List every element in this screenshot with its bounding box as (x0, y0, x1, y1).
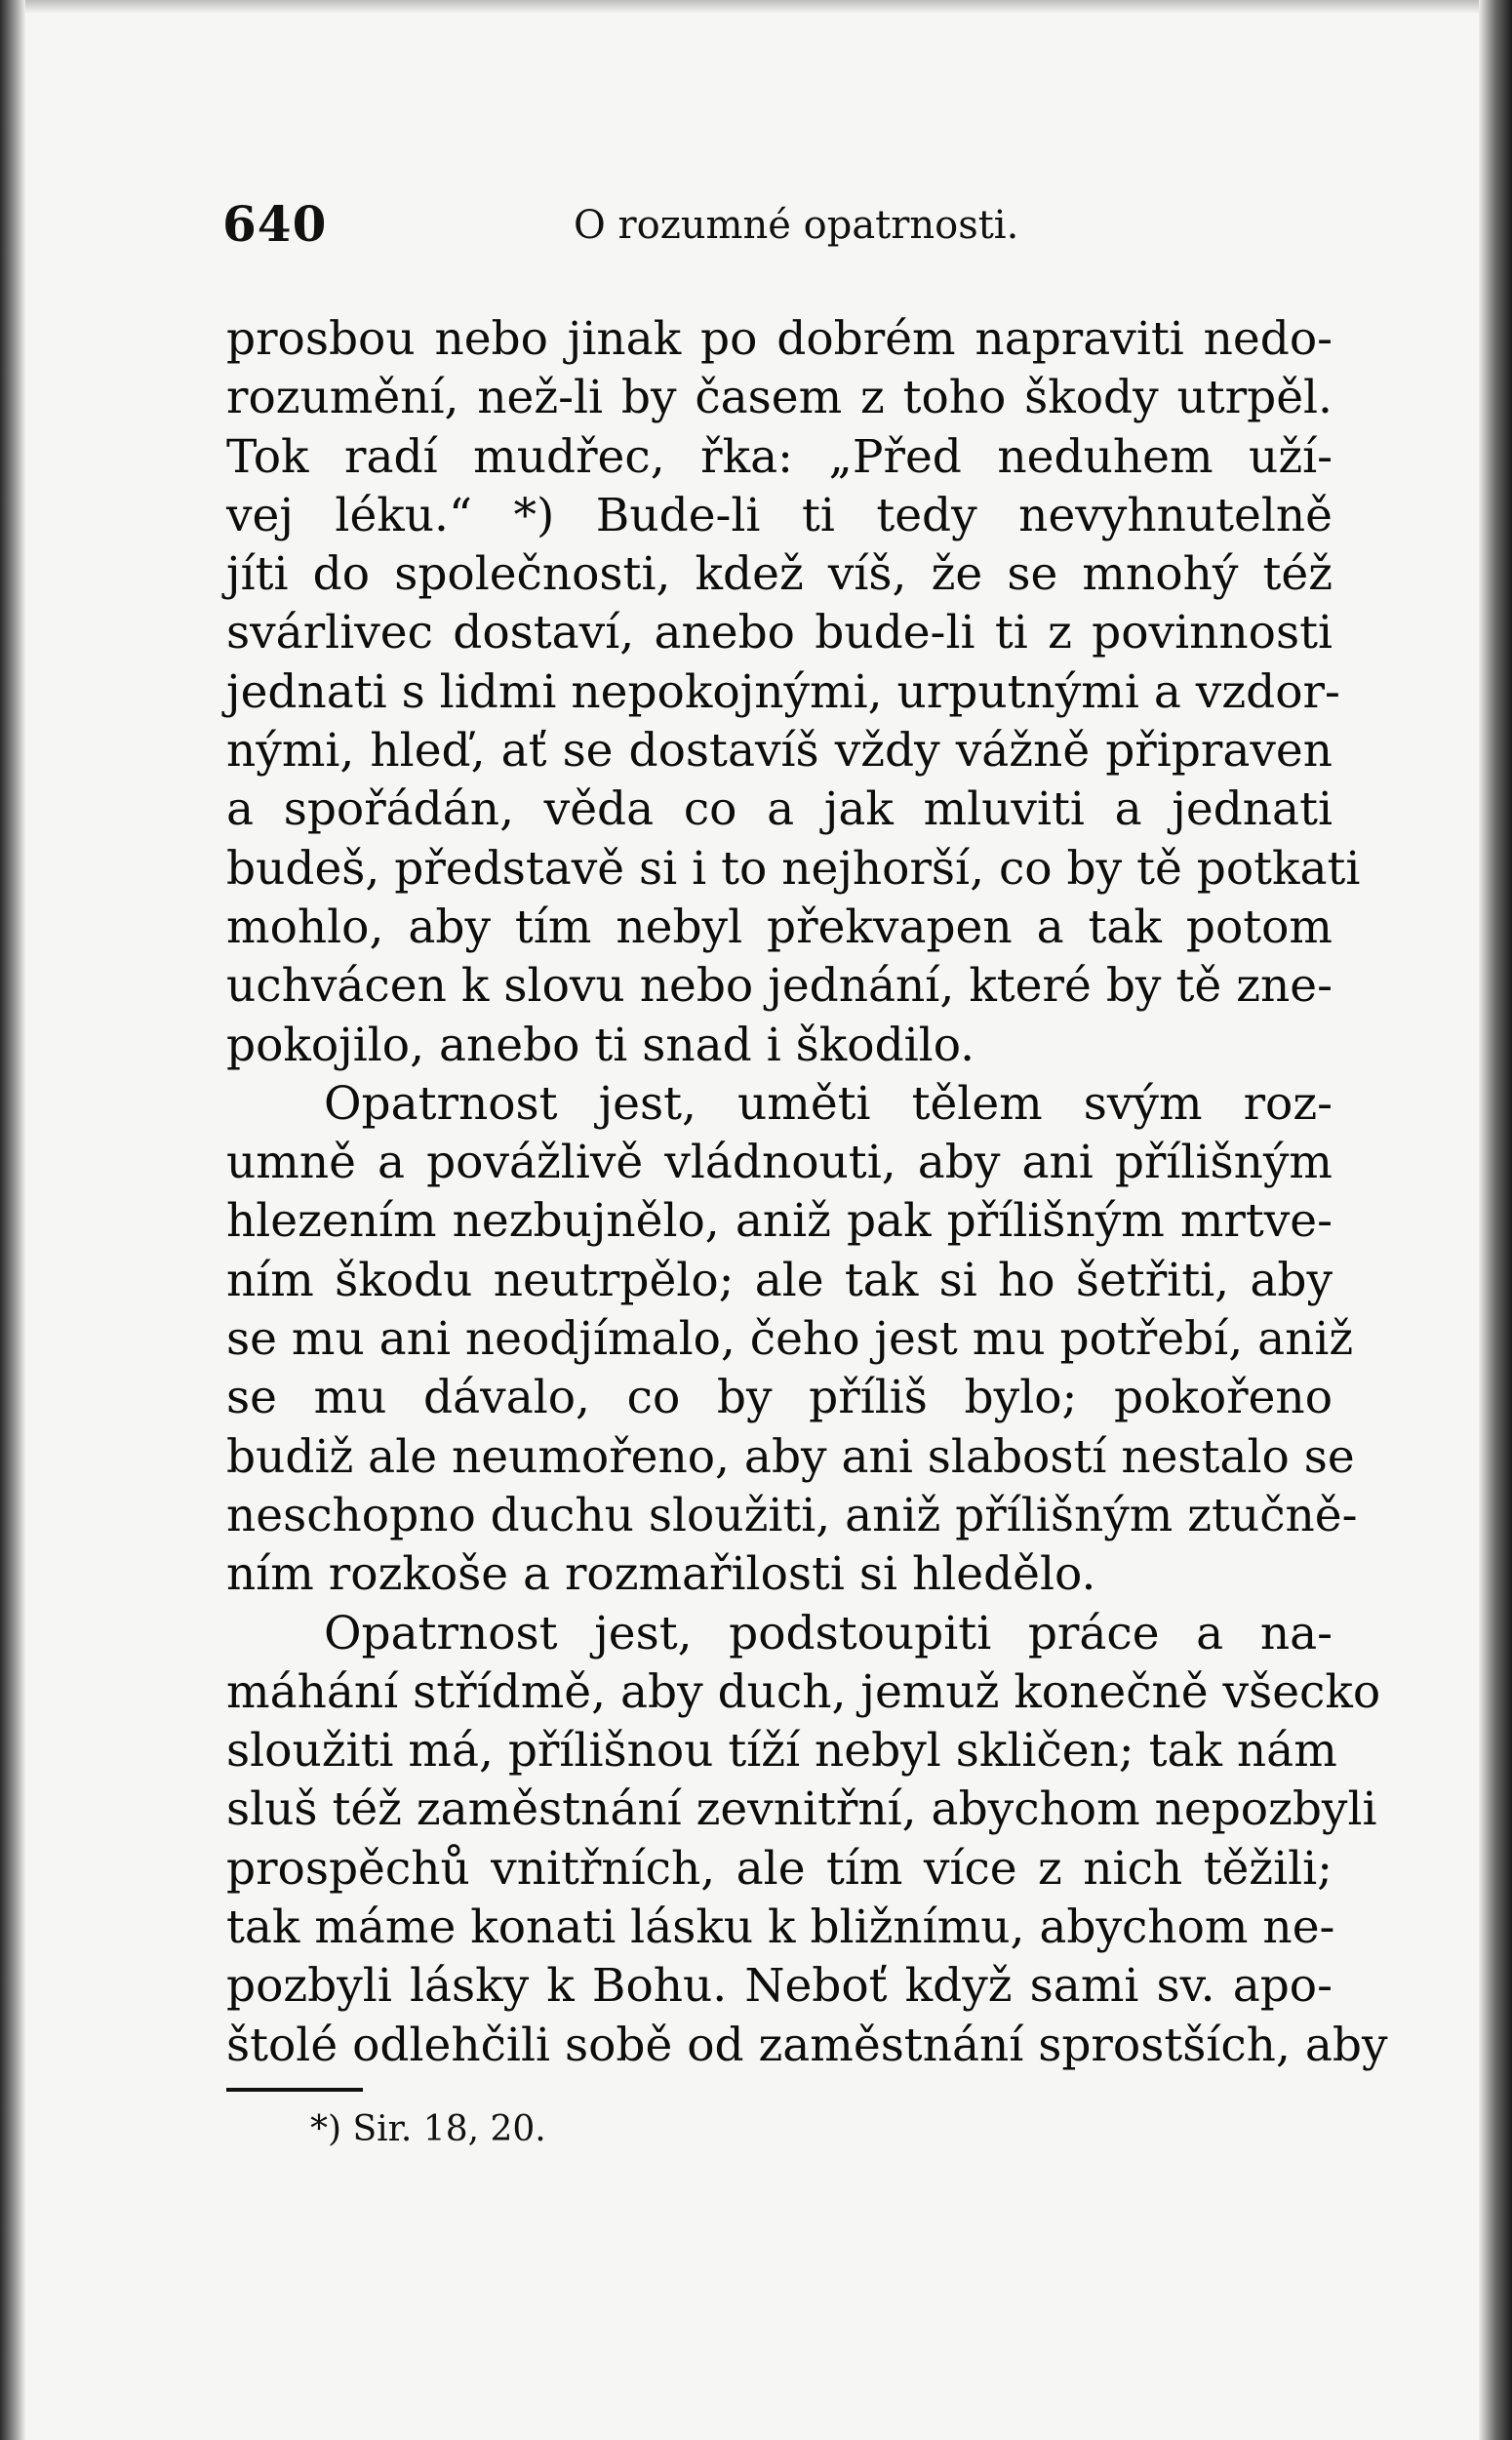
text-line: budiž ale neumořeno, aby ani slabostí nestalo se (226, 1429, 1355, 1484)
text-line: máhání střídmě, aby duch, jemuž konečně všecko (226, 1664, 1381, 1719)
text-line: jednati s lidmi nepokojnými, urputnými a vzdor- (226, 664, 1340, 719)
page-number: 640 (222, 195, 328, 253)
paragraph-start-line: Opatrnost jest, uměti tělem svým roz- (324, 1076, 1333, 1131)
running-head: O rozumné opatrnosti. (574, 203, 1019, 248)
text-line: se mu ani neodjímalo, čeho jest mu potřebí, aniž (226, 1312, 1354, 1367)
text-line: pokojilo, anebo ti snad i škodilo. (226, 1018, 975, 1072)
text-line: prosbou nebo jinak po dobrém napraviti nedo- (226, 312, 1333, 366)
text-line: ním škodu neutrpělo; ale tak si ho šetřiti, aby (226, 1253, 1333, 1307)
text-line: se mu dávalo, co by příliš bylo; pokořeno (226, 1371, 1333, 1425)
text-line: pozbyli lásky k Bohu. Neboť když sami sv. apo- (226, 1959, 1333, 2014)
text-line: rozumění, než-li by časem z toho škody utrpěl. (226, 371, 1333, 425)
book-binding-edge (0, 0, 25, 2440)
text-line: nými, hleď, ať se dostavíš vždy vážně připraven (226, 724, 1333, 779)
text-line: ním rozkoše a rozmařilosti si hledělo. (226, 1547, 1096, 1602)
text-line: budeš, představě si i to nejhorší, co by tě potkati (226, 841, 1361, 896)
body-text (226, 310, 1388, 2075)
text-line: vej léku.“ *) Bude-li ti tedy nevyhnutelně (226, 488, 1333, 542)
scan-right-edge (1479, 0, 1512, 2440)
text-line: Tok radí mudřec, řka: „Před neduhem uží- (226, 429, 1333, 484)
text-line: uchvácen k slovu nebo jednání, které by tě zne- (226, 959, 1333, 1014)
text-line: mohlo, aby tím nebyl překvapen a tak potom (226, 900, 1333, 954)
text-line: jíti do společnosti, kdež víš, že se mnohý též (226, 547, 1333, 602)
text-line: prospěchů vnitřních, ale tím více z nich těžili; (226, 1841, 1333, 1896)
footnote-divider (226, 2088, 363, 2092)
text-line: hlezením nezbujnělo, aniž pak přílišným mrtve- (226, 1194, 1333, 1249)
text-line: štolé odlehčili sobě od zaměstnání sprostších, aby (226, 2018, 1388, 2072)
scan-top-edge (0, 0, 1512, 14)
text-line: umně a povážlivě vládnouti, aby ani přílišným (226, 1136, 1333, 1190)
text-line: sluš též zaměstnání zevnitřní, abychom nepozbyli (226, 1782, 1377, 1837)
text-line: neschopno duchu sloužiti, aniž přílišným ztučně- (226, 1488, 1358, 1542)
text-line: svárlivec dostaví, anebo bude-li ti z povinnosti (226, 606, 1333, 660)
footnote: *) Sir. 18, 20. (310, 2109, 546, 2149)
paragraph-start-line: Opatrnost jest, podstoupiti práce a na- (324, 1606, 1333, 1660)
page-header (222, 195, 1336, 263)
text-line: sloužiti má, přílišnou tíží nebyl skličen; tak nám (226, 1724, 1337, 1779)
text-line: a spořádán, věda co a jak mluviti a jednati (226, 782, 1333, 837)
text-line: tak máme konati lásku k bližnímu, abychom ne- (226, 1900, 1335, 1955)
